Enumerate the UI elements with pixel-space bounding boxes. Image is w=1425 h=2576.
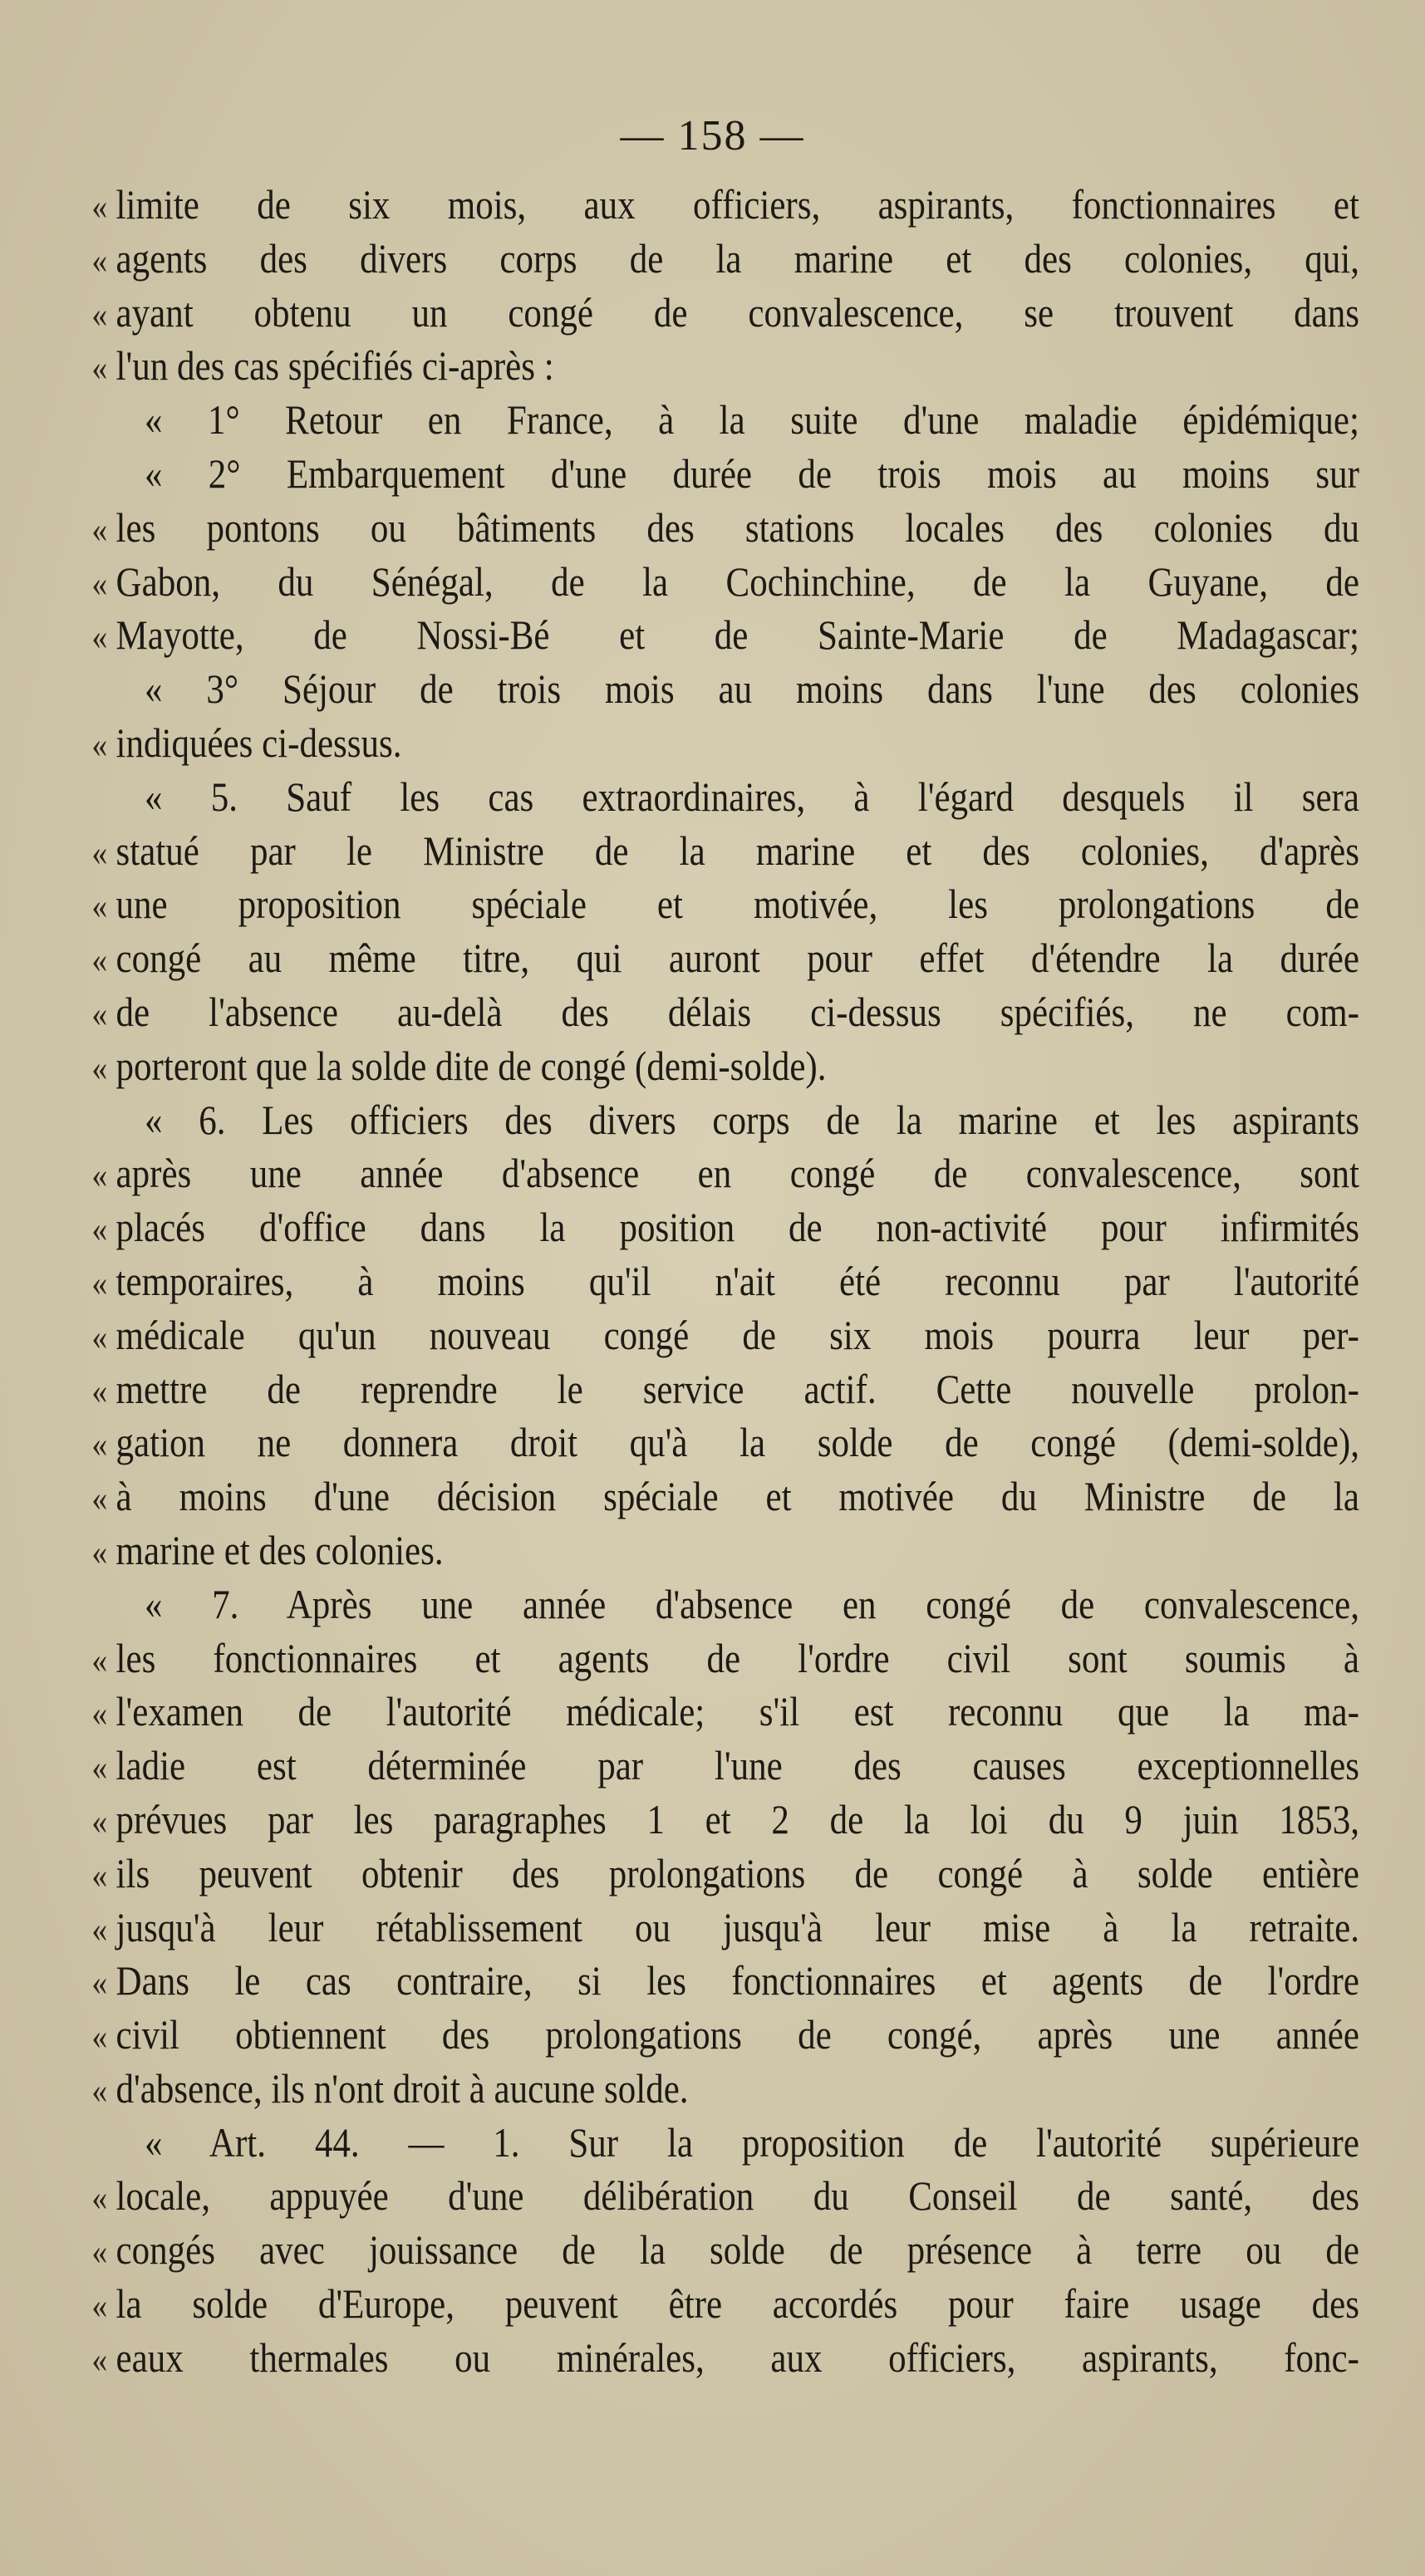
text-line: [83, 770, 1359, 824]
quote-mark: «: [91, 1747, 108, 1788]
quote-mark: «: [91, 886, 108, 927]
line-text: à moins d'une décision spéciale et motivée du Ministre de la: [115, 1473, 1359, 1520]
quote-mark: «: [91, 993, 108, 1034]
quote-mark: «: [91, 1854, 108, 1896]
text-line: [83, 1793, 1359, 1847]
text-line: [83, 1685, 1359, 1739]
quote-mark: «: [91, 1908, 108, 1950]
line-text: Dans le cas contraire, si les fonctionnaires et agents de l'ordre: [115, 1957, 1359, 2004]
text-line: [83, 339, 1183, 393]
quote-mark: «: [91, 186, 108, 227]
line-text: gation ne donnera droit qu'à la solde de congé (demi-solde),: [115, 1419, 1359, 1466]
body-text: [83, 178, 1363, 2385]
line-text: jusqu'à leur rétablissement ou jusqu'à leur mise à la retraite.: [115, 1903, 1359, 1950]
text-line: [83, 1093, 1359, 1147]
quote-mark: «: [91, 2231, 108, 2273]
line-text: marine et des colonies.: [115, 1526, 444, 1573]
quote-mark: «: [91, 1962, 108, 2004]
text-line: [83, 1524, 1183, 1577]
line-text: « 1° Retour en France, à la suite d'une maladie épidémique;: [144, 396, 1359, 444]
line-text: limite de six mois, aux officiers, aspirants, fonctionnaires et: [115, 181, 1359, 228]
text-line: [83, 1254, 1359, 1308]
quote-mark: «: [91, 1639, 108, 1681]
quote-mark: «: [91, 2338, 108, 2380]
line-text: « Art. 44. — 1. Sur la proposition de l'autorité supérieure: [144, 2118, 1359, 2166]
line-text: « 6. Les officiers des divers corps de la marine et les aspirants: [144, 1096, 1359, 1143]
line-text: « 3° Séjour de trois mois au moins dans l'une des colonies: [144, 665, 1359, 713]
text-line: [83, 2169, 1359, 2223]
line-text: ladie est déterminée par l'une des causes exceptionnelles: [115, 1742, 1359, 1789]
quote-mark: «: [91, 562, 108, 604]
text-line: [83, 286, 1359, 340]
line-text: placés d'office dans la position de non-activité pour infirmités: [115, 1204, 1359, 1251]
quote-mark: «: [91, 1800, 108, 1842]
text-line: [83, 1739, 1359, 1793]
quote-mark: «: [91, 1209, 108, 1250]
line-text: statué par le Ministre de la marine et des colonies, d'après: [115, 827, 1359, 874]
text-line: [83, 824, 1359, 878]
line-text: prévues par les paragraphes 1 et 2 de la loi du 9 juin 1853,: [115, 1795, 1359, 1842]
text-line: [83, 985, 1359, 1039]
text-line: [83, 931, 1359, 985]
quote-mark: «: [91, 508, 108, 550]
quote-mark: «: [91, 1047, 108, 1088]
text-line: [83, 1146, 1359, 1200]
text-line: [83, 447, 1359, 501]
text-line: [83, 1039, 1183, 1093]
quote-mark: «: [91, 1262, 108, 1303]
text-line: [83, 1200, 1359, 1254]
line-text: Gabon, du Sénégal, de la Cochinchine, de la Guyane, de: [115, 557, 1359, 605]
quote-mark: «: [91, 2177, 108, 2219]
text-line: [83, 2008, 1359, 2062]
text-line: [83, 608, 1359, 662]
line-text: « 7. Après une année d'absence en congé de convalescence,: [144, 1580, 1359, 1627]
quote-mark: «: [91, 724, 108, 765]
line-text: Mayotte, de Nossi-Bé et de Sainte-Marie de Madagascar;: [115, 611, 1359, 659]
text-line: [83, 1631, 1359, 1685]
line-text: indiquées ci-dessus.: [115, 719, 402, 766]
text-line: [83, 1362, 1359, 1416]
quote-mark: «: [91, 1693, 108, 1735]
text-line: [83, 1416, 1359, 1470]
quote-mark: «: [91, 347, 108, 389]
line-text: les fonctionnaires et agents de l'ordre civil sont soumis à: [115, 1634, 1359, 1681]
text-line: [83, 1847, 1359, 1901]
line-text: agents des divers corps de la marine et des colonies, qui,: [115, 234, 1359, 282]
quote-mark: «: [91, 293, 108, 335]
text-line: [83, 2223, 1359, 2277]
text-line: [83, 662, 1359, 716]
text-line: [83, 393, 1359, 447]
text-line: [83, 2277, 1359, 2331]
line-text: « 5. Sauf les cas extraordinaires, à l'égard desquels il sera: [144, 773, 1359, 820]
line-text: après une année d'absence en congé de convalescence, sont: [115, 1150, 1359, 1197]
quote-mark: «: [91, 1531, 108, 1573]
line-text: ils peuvent obtenir des prolongations de congé à solde entière: [115, 1849, 1359, 1896]
text-line: [83, 1470, 1359, 1524]
quote-mark: «: [91, 1424, 108, 1465]
text-line: [83, 2331, 1359, 2385]
text-line: [83, 178, 1359, 232]
line-text: l'un des cas spécifiés ci-après :: [115, 342, 554, 390]
line-text: ayant obtenu un congé de convalescence, se trouvent dans: [115, 288, 1359, 336]
line-text: temporaires, à moins qu'il n'ait été reconnu par l'autorité: [115, 1257, 1359, 1304]
text-line: [83, 501, 1359, 555]
text-line: [83, 1901, 1359, 1955]
line-text: porteront que la solde dite de congé (demi-solde).: [115, 1042, 827, 1089]
text-line: [83, 232, 1359, 286]
line-text: congé au même titre, qui auront pour effet d'étendre la durée: [115, 935, 1359, 982]
text-line: [83, 555, 1359, 609]
line-text: une proposition spéciale et motivée, les prolongations de: [115, 881, 1359, 928]
text-line: [83, 2116, 1359, 2170]
line-text: locale, appuyée d'une délibération du Conseil de santé, des: [115, 2172, 1359, 2220]
quote-mark: «: [91, 239, 108, 281]
line-text: de l'absence au-delà des délais ci-dessus spécifiés, ne com-: [115, 988, 1359, 1035]
line-text: civil obtiennent des prolongations de congé, après une année: [115, 2011, 1359, 2058]
quote-mark: «: [91, 832, 108, 873]
text-line: [83, 1954, 1359, 2008]
line-text: la solde d'Europe, peuvent être accordés pour faire usage des: [115, 2280, 1359, 2328]
quote-mark: «: [91, 940, 108, 981]
text-line: [83, 716, 1183, 770]
line-text: congés avec jouissance de la solde de présence à terre ou de: [115, 2226, 1359, 2274]
line-text: l'examen de l'autorité médicale; s'il est reconnu que la ma-: [115, 1688, 1359, 1735]
quote-mark: «: [91, 2069, 108, 2111]
text-line: [83, 1577, 1359, 1631]
quote-mark: «: [91, 1478, 108, 1519]
quote-mark: «: [91, 2016, 108, 2058]
line-text: d'absence, ils n'ont droit à aucune solde.: [115, 2064, 689, 2112]
quote-mark: «: [91, 1155, 108, 1196]
quote-mark: «: [91, 1316, 108, 1357]
quote-mark: «: [91, 2285, 108, 2327]
text-line: [83, 1308, 1359, 1362]
page-number: — 158 —: [620, 112, 805, 159]
line-text: médicale qu'un nouveau congé de six mois pourra leur per-: [115, 1311, 1359, 1358]
quote-mark: «: [91, 616, 108, 658]
line-text: « 2° Embarquement d'une durée de trois mois au moins sur: [144, 449, 1359, 497]
line-text: mettre de reprendre le service actif. Cette nouvelle prolon-: [115, 1365, 1359, 1412]
text-line: [83, 877, 1359, 931]
quote-mark: «: [91, 1370, 108, 1411]
line-text: eaux thermales ou minérales, aux officiers, aspirants, fonc-: [115, 2333, 1359, 2381]
text-line: [83, 2062, 1183, 2116]
line-text: les pontons ou bâtiments des stations locales des colonies du: [115, 503, 1359, 551]
